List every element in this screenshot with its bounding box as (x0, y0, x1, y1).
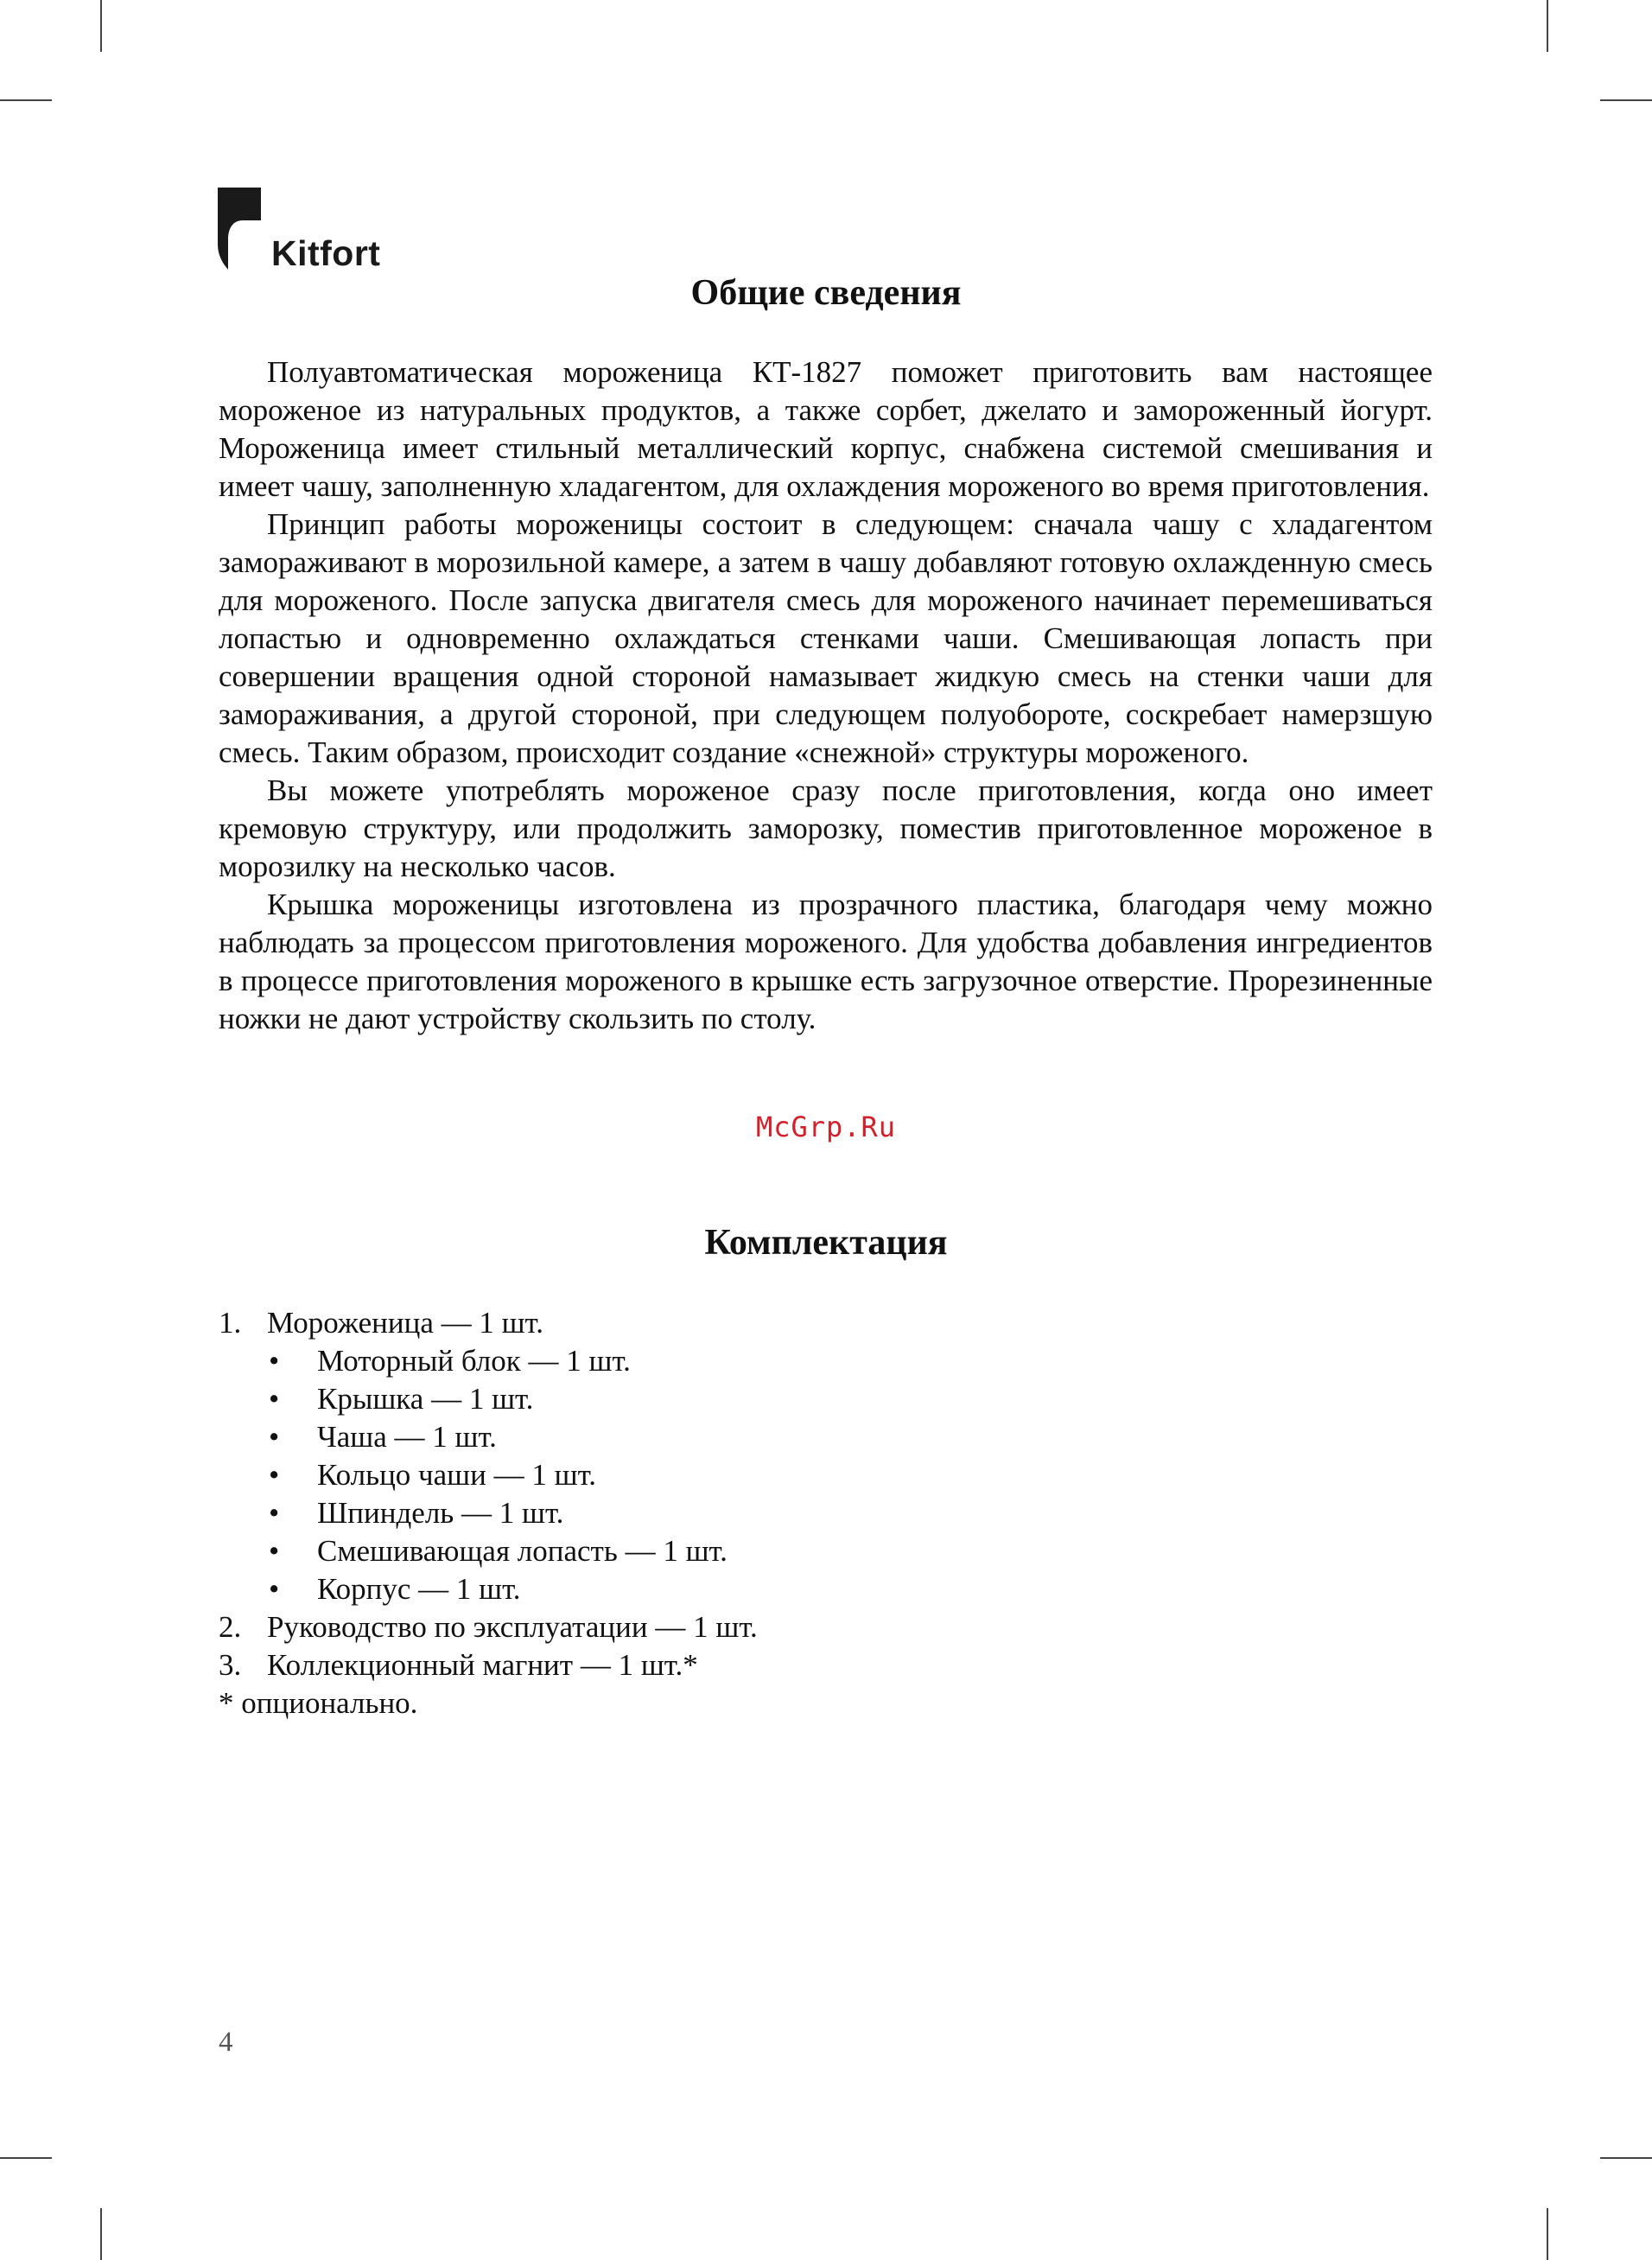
paragraph: Полуавтоматическая мороженица КТ-1827 поможет приготовить вам настоящее мороженое из натуральных продуктов, а также сорбет, джелато и замороженный йогурт. Мороженица имеет стильный металлический корпус, снабжена системой смешивания и имеет чашу, заполненную хладагентом, для охлаждения мороженого во время приготовления. (219, 355, 1433, 503)
list-item-text: Мороженица — 1 шт. (267, 1306, 543, 1340)
section-title-general: Общие сведения (690, 273, 962, 313)
kit-list (219, 1304, 1169, 1722)
kitfort-logo-icon (218, 188, 271, 270)
bullet-icon: • (269, 1458, 280, 1492)
crop-mark (100, 2208, 102, 2260)
bullet-icon: • (269, 1382, 280, 1416)
brand-logo (218, 188, 381, 273)
list-sub-item (219, 1570, 1169, 1608)
list-sub-item (219, 1456, 1169, 1494)
watermark: McGrp.Ru (755, 1111, 897, 1143)
list-sub-item-text: Кольцо чаши — 1 шт. (317, 1458, 596, 1492)
list-item-text: Руководство по эксплуатации — 1 шт. (267, 1610, 758, 1644)
paragraph: Принцип работы мороженицы состоит в следующем: сначала чашу с хладагентом замораживают в морозильной камере, а затем в чашу добавляют готовую охлажденную смесь для мороженого. После запуска двигателя смесь для мороженого начинает перемешиваться лопастью и одновременно охлаждаться стенками чаши. Смешивающая лопасть при совершении вращения одной стороной намазывает жидкую смесь на стенки чаши для замораживания, а другой стороной, при следующем полуобороте, соскребает намерзшую смесь. Таким образом, происходит создание «снежной» структуры мороженого. (219, 507, 1433, 769)
bullet-icon: • (269, 1572, 280, 1606)
crop-mark (1547, 0, 1548, 52)
brand-name: Kitfort (271, 233, 381, 273)
list-number: 1. (219, 1306, 242, 1340)
list-sub-item-text: Смешивающая лопасть — 1 шт. (317, 1534, 728, 1568)
bullet-icon: • (269, 1496, 280, 1530)
crop-mark (1600, 2157, 1652, 2159)
crop-mark (0, 99, 52, 101)
footnote-text: * опционально. (219, 1686, 418, 1720)
list-sub-item (219, 1532, 1169, 1570)
paragraph: Крышка мороженицы изготовлена из прозрачного пластика, благодаря чему можно наблюдать за процессом приготовления мороженого. Для удобства добавления ингредиентов в процессе приготовления мороженого в крышке есть загрузочное отверстие. Прорезиненные ножки не дают устройству скользить по столу. (219, 888, 1433, 1035)
list-number: 3. (219, 1648, 242, 1682)
list-sub-item (219, 1418, 1169, 1456)
list-item-text: Коллекционный магнит — 1 шт.* (267, 1648, 698, 1682)
list-sub-item-text: Шпиндель — 1 шт. (317, 1496, 564, 1530)
list-sub-item (219, 1380, 1169, 1418)
list-item (219, 1304, 1169, 1342)
crop-mark (100, 0, 102, 52)
crop-mark (1600, 99, 1652, 101)
bullet-icon: • (269, 1344, 280, 1378)
footnote (219, 1684, 1169, 1722)
list-sub-item-text: Чаша — 1 шт. (317, 1420, 497, 1454)
list-sub-item (219, 1342, 1169, 1380)
list-sub-item-text: Крышка — 1 шт. (317, 1382, 534, 1416)
bullet-icon: • (269, 1420, 280, 1454)
bullet-icon: • (269, 1534, 280, 1568)
crop-mark (0, 2157, 52, 2159)
list-item (219, 1646, 1169, 1684)
list-number: 2. (219, 1610, 242, 1644)
list-item (219, 1608, 1169, 1646)
list-sub-item-text: Корпус — 1 шт. (317, 1572, 521, 1606)
paragraph: Вы можете употреблять мороженое сразу после приготовления, когда оно имеет кремовую структуру, или продолжить заморозку, поместив приготовленное мороженое в морозилку на несколько часов. (219, 773, 1433, 883)
list-sub-item-text: Моторный блок — 1 шт. (317, 1344, 631, 1378)
general-info-text (219, 353, 1433, 1038)
section-title-kit: Комплектация (704, 1223, 948, 1263)
list-sub-item (219, 1494, 1169, 1532)
page-number: 4 (219, 2027, 233, 2058)
crop-mark (1547, 2208, 1548, 2260)
